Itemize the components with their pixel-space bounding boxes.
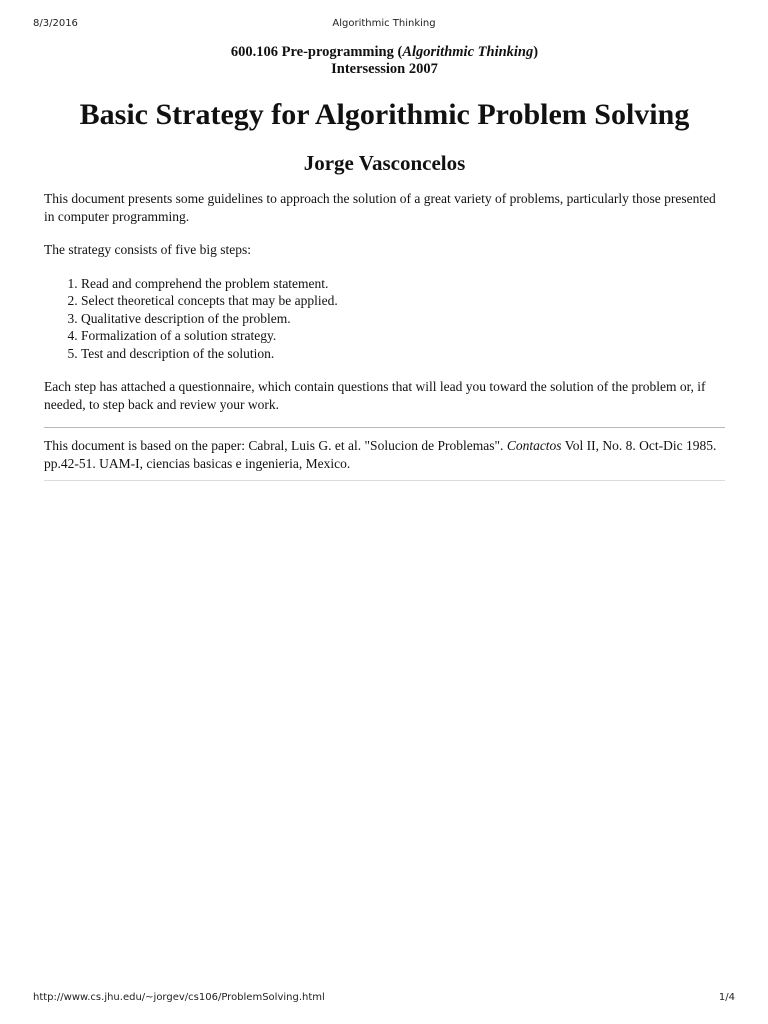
reference-journal: Contactos — [506, 438, 562, 453]
reference-text: This document is based on the paper: Cabral, Luis G. et al. "Solucion de Problemas". — [44, 438, 507, 453]
course-term: Intersession 2007 — [331, 61, 438, 77]
print-date: 8/3/2016 — [33, 18, 78, 29]
page-title: Basic Strategy for Algorithmic Problem Solving — [79, 98, 690, 131]
document-body — [44, 44, 725, 481]
course-code-line — [44, 44, 725, 61]
print-url: http://www.cs.jhu.edu/~jorgev/cs106/ProblemSolving.html — [33, 992, 325, 1003]
course-code-end: ) — [533, 44, 539, 60]
print-page-title: Algorithmic Thinking — [332, 18, 436, 29]
list-item: 5. Test and description of the solution. — [81, 345, 725, 363]
print-footer — [33, 992, 735, 1006]
closing-paragraph: Each step has attached a questionnaire, which contain questions that will lead you toward the solution of the problem or, if needed, to step back and review your work. — [44, 379, 706, 412]
reference-paragraph — [44, 437, 725, 472]
intro-paragraph: This document presents some guidelines to approach the solution of a great variety of problems, particularly those presented in computer programming. — [44, 191, 716, 224]
course-heading — [44, 44, 725, 78]
list-item: 4. Formalization of a solution strategy. — [81, 327, 725, 345]
list-item: 2. Select theoretical concepts that may be applied. — [81, 292, 725, 310]
divider — [44, 427, 725, 428]
steps-list — [44, 275, 725, 363]
course-code: 600.106 Pre-programming ( — [230, 44, 403, 60]
reference-details: Vol II, No. 8. Oct-Dic 1985. pp.42-51. UAM-I, ciencias basicas e ingenieria, Mexico. — [44, 438, 717, 471]
author-name: Jorge Vasconcelos — [303, 151, 466, 175]
list-item: 1. Read and comprehend the problem statement. — [81, 275, 725, 293]
steps-lead-paragraph: The strategy consists of five big steps: — [44, 242, 251, 257]
print-header — [33, 18, 735, 32]
divider-bottom — [44, 480, 725, 481]
page-number: 1/4 — [718, 992, 735, 1003]
course-name: Algorithmic Thinking — [402, 44, 534, 60]
list-item: 3. Qualitative description of the problem. — [81, 310, 725, 328]
